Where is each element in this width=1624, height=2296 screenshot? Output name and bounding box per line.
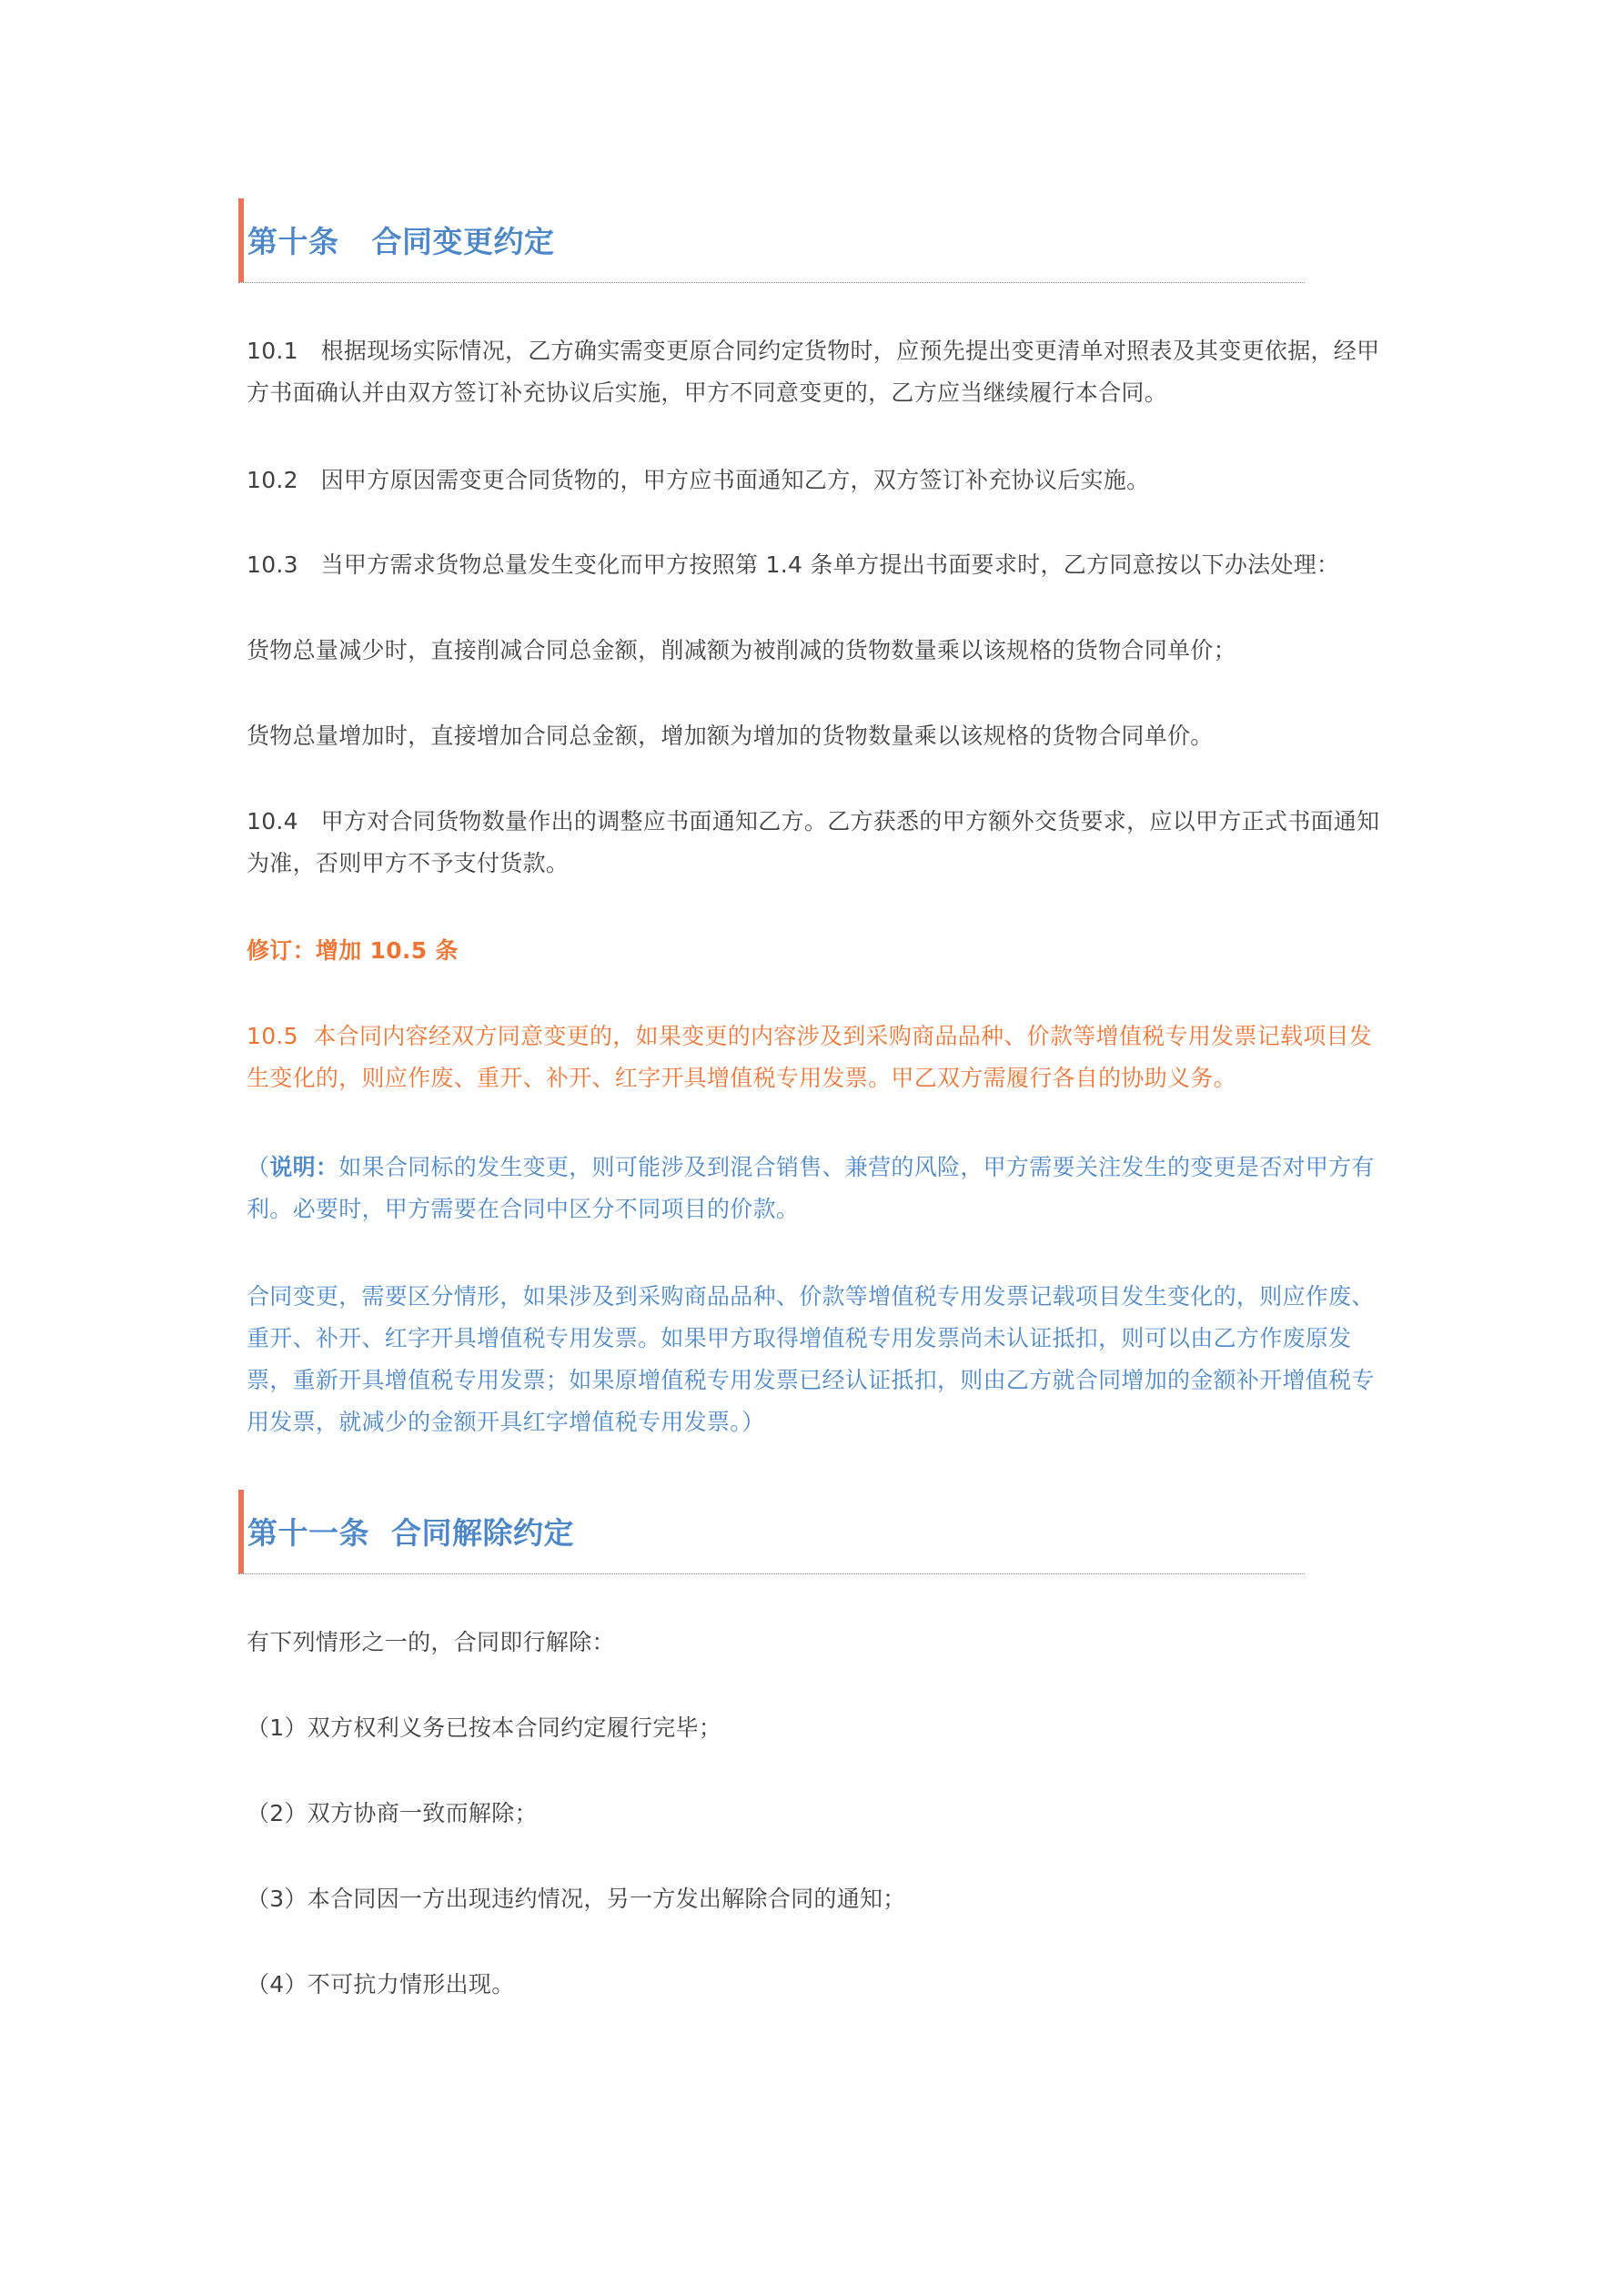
section-10-heading xyxy=(238,198,1305,283)
termination-intro: 有下列情形之一的，合同即行解除： xyxy=(247,1629,615,1655)
section-10-title: 第十条 合同变更约定 xyxy=(247,224,555,259)
explanation-note xyxy=(247,1147,1395,1230)
explanation-note-2: 合同变更，需要区分情形，如果涉及到采购商品品种、价款等增值税专用发票记载项目发生变化的，则应作废、重开、补开、红字开具增值税专用发票。如果甲方取得增值税专用发票尚未认证抵扣，则可以由乙方作废原发票，重新开具增值税专用发票；如果原增值税专用发票已经认证抵扣，则由乙方就合同增加的金额补开增值税专用发票，就减少的金额开具红字增值税专用发票。） xyxy=(247,1283,1375,1435)
note-open-paren: （ xyxy=(247,1154,270,1180)
clause-10-4: 10.4 甲方对合同货物数量作出的调整应书面通知乙方。乙方获悉的甲方额外交货要求，应以甲方正式书面通知为准，否则甲方不予支付货款。 xyxy=(247,808,1380,876)
note-text: 如果合同标的发生变更，则可能涉及到混合销售、兼营的风险，甲方需要关注发生的变更是否对甲方有利。必要时，甲方需要在合同中区分不同项目的价款。 xyxy=(247,1154,1375,1222)
termination-item: （3）本合同因一方出现违约情况，另一方发出解除合同的通知； xyxy=(247,1886,906,1912)
section-11-heading xyxy=(238,1490,1305,1574)
note-label: 说明： xyxy=(269,1154,339,1180)
termination-item: （4）不可抗力情形出现。 xyxy=(247,1971,515,1998)
revision-label: 修订：增加 10.5 条 xyxy=(247,937,459,964)
heading-accent-bar xyxy=(238,1490,244,1573)
clause-10-5: 10.5 本合同内容经双方同意变更的，如果变更的内容涉及到采购商品品种、价款等增值税专用发票记载项目发生变化的，则应作废、重开、补开、红字开具增值税专用发票。甲乙双方需履行各自的协助义务。 xyxy=(247,1023,1373,1091)
section-11-title: 第十一条 合同解除约定 xyxy=(247,1515,574,1551)
clause-10-1: 10.1 根据现场实际情况，乙方确实需变更原合同约定货物时，应预先提出变更清单对照表及其变更依据，经甲方书面确认并由双方签订补充协议后实施，甲方不同意变更的，乙方应当继续履行本合同。 xyxy=(247,338,1380,406)
clause-10-3-increase: 货物总量增加时，直接增加合同总金额，增加额为增加的货物数量乘以该规格的货物合同单价。 xyxy=(247,723,1214,749)
heading-accent-bar xyxy=(238,198,244,282)
clause-10-2: 10.2 因甲方原因需变更合同货物的，甲方应书面通知乙方，双方签订补充协议后实施。 xyxy=(247,467,1150,493)
clause-10-3-decrease: 货物总量减少时，直接削减合同总金额，削减额为被削减的货物数量乘以该规格的货物合同单价； xyxy=(247,637,1236,663)
termination-item: （2）双方协商一致而解除； xyxy=(247,1800,538,1826)
termination-item: （1）双方权利义务已按本合同约定履行完毕； xyxy=(247,1714,722,1741)
clause-10-3: 10.3 当甲方需求货物总量发生变化而甲方按照第 1.4 条单方提出书面要求时，乙方同意按以下办法处理： xyxy=(247,551,1340,578)
